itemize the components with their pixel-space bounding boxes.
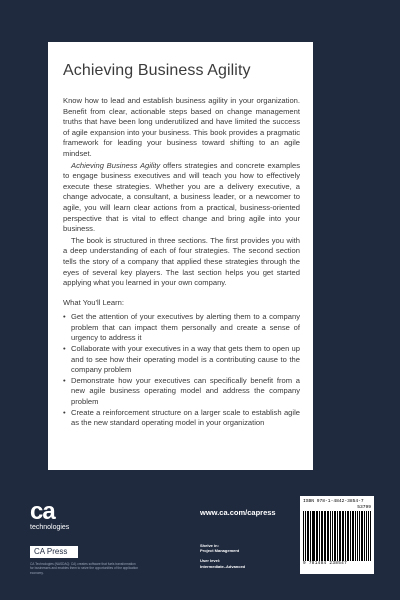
barcode-bar: [337, 511, 338, 561]
barcode-bar: [355, 511, 356, 561]
book-title: Achieving Business Agility: [63, 62, 251, 79]
bullet-icon: •: [63, 344, 66, 354]
barcode-bar: [305, 511, 306, 561]
logo-subtitle: technologies: [30, 524, 70, 531]
publisher-logo: [30, 500, 80, 540]
barcode-bar: [308, 511, 309, 561]
list-item: [63, 376, 300, 408]
list-item-text: Create a reinforcement structure on a larger scale to establish agile as the new standard operating model in your organization: [71, 407, 300, 428]
barcode-bar: [350, 511, 351, 561]
bullet-icon: •: [63, 375, 66, 385]
barcode-bar: [316, 511, 317, 561]
list-item-text: Collaborate with your executives in a way that gets them to open up and to see how their operating model is a contributing cause to the company problem: [71, 344, 300, 375]
barcode-bar: [353, 511, 354, 561]
barcode-bar: [370, 511, 371, 561]
barcode-bar: [303, 511, 304, 561]
strategies-paragraph: [63, 161, 300, 235]
barcode-bar: [332, 511, 333, 561]
description-panel: [48, 42, 313, 470]
list-item: [63, 408, 300, 429]
shelve-label: Shelve in:: [200, 543, 219, 548]
barcode-bar: [368, 511, 369, 561]
bullet-icon: •: [63, 312, 66, 322]
list-item-text: Get the attention of your executives by alerting them to a company problem that can impact them personally and create a sense of urgency to address it: [71, 312, 300, 343]
barcode-box: [300, 496, 374, 574]
strategies-paragraph-text: offers strategies and concrete examples to engage business executives and will teach you how to effectively execute these strategies. Whether you are a delivery executive, a change advocate, a consultant, a business leader, or a newcomer to agile, you will learn clear actions from a practical, business-oriented perspective that is vital to effect change and bring agile into your business.: [63, 160, 300, 234]
shelve-value: Project Management: [200, 548, 240, 554]
barcode-bar: [321, 511, 322, 561]
barcode-bar: [307, 511, 308, 561]
barcode-bar: [317, 511, 318, 561]
barcode-bar: [345, 511, 346, 561]
intro-paragraph: Know how to lead and establish business agility in your organization. Benefit from clear, actionable steps based on change management truths that have been long underutilized and have limited the success of agile expansion into your business. This book provides a pragmatic framework for leading your business toward shifting to an agile mindset.: [63, 96, 300, 158]
barcode-bar: [347, 511, 348, 561]
learn-heading: What You'll Learn:: [63, 297, 124, 307]
list-item-text: Demonstrate how your executives can specifically benefit from a new agile business operating model and address the company problem: [71, 375, 300, 407]
barcode-digits: 9 781484 238547: [303, 561, 348, 566]
list-item: [63, 344, 300, 376]
barcode-bar: [340, 511, 341, 561]
barcode-bar: [339, 511, 340, 561]
structure-paragraph: The book is structured in three sections. The first provides you with a deep understanding of each of four strategies. The second section tells the story of a company that applied these strategies through the eyes of several key players. The last section helps you get started applying what you learned in your own company.: [63, 235, 300, 288]
barcode-bar: [366, 511, 367, 561]
list-item: [63, 312, 300, 344]
learn-list: [63, 312, 300, 429]
barcode-bar: [364, 511, 365, 561]
barcode-bar: [359, 511, 360, 561]
barcode-bar: [322, 511, 323, 561]
barcode-bar: [342, 511, 344, 561]
barcode-bar: [352, 511, 353, 561]
barcode-bar: [348, 511, 349, 561]
price-code: 53799: [357, 505, 371, 510]
user-level-label: User level:: [200, 558, 221, 564]
bullet-icon: •: [63, 407, 66, 417]
barcode-bar: [361, 511, 362, 561]
barcode-bar: [357, 511, 359, 561]
barcode-bar: [335, 511, 336, 561]
publisher-fineprint: CA Technologies (NASDAQ: CA) creates software that fuels transformation for businesses and enables them to seize the opportunities of the application economy.: [30, 562, 139, 575]
barcode-bar: [330, 511, 332, 561]
book-title-inline: Achieving Business Agility: [71, 160, 161, 170]
barcode-bars: [303, 511, 371, 561]
barcode-bar: [327, 511, 328, 561]
barcode-bar: [362, 511, 363, 561]
user-level-value: Intermediate–Advanced: [200, 563, 246, 569]
logo-mark: ca: [30, 498, 55, 525]
shelving-info: [200, 543, 290, 569]
isbn-text: ISBN 978-1-4842-3854-7: [303, 499, 364, 504]
press-label: CA Press: [30, 546, 78, 558]
website-link: www.ca.com/capress: [200, 508, 276, 517]
barcode-bar: [319, 511, 320, 561]
barcode-bar: [334, 511, 335, 561]
barcode-bar: [312, 511, 313, 561]
barcode-bar: [313, 511, 315, 561]
barcode-bar: [328, 511, 329, 561]
barcode-bar: [324, 511, 325, 561]
barcode-bar: [310, 511, 311, 561]
